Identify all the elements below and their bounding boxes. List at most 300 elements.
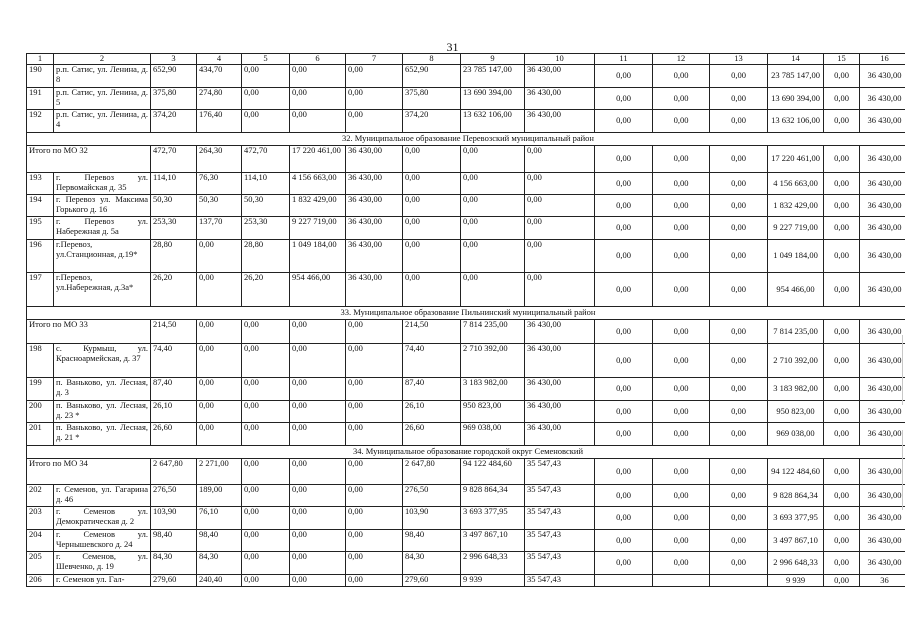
row-number: 201 xyxy=(27,423,54,446)
cell-col-9: 0,00 xyxy=(461,146,525,173)
cell-col-11: 0,00 xyxy=(595,401,653,423)
row-number: 196 xyxy=(27,240,54,273)
cell-col-15: 0,00 xyxy=(824,423,860,446)
scan-edge-mark xyxy=(902,430,903,510)
table-row xyxy=(27,423,905,446)
cell-col-5: 0,00 xyxy=(242,507,290,530)
cell-col-14: 7 814 235,00 xyxy=(768,320,824,344)
cell-col-6: 954 466,00 xyxy=(290,273,346,307)
cell-col-16: 36 430,00 xyxy=(860,195,905,217)
cell-col-16: 36 430,00 xyxy=(860,344,905,378)
cell-col-9: 9 828 864,34 xyxy=(461,485,525,507)
cell-col-3: 74,40 xyxy=(151,344,197,378)
cell-col-6: 0,00 xyxy=(290,378,346,401)
cell-col-6: 0,00 xyxy=(290,485,346,507)
cell-col-7: 0,00 xyxy=(346,530,403,552)
table-row xyxy=(27,240,905,273)
cell-col-13: 0,00 xyxy=(710,459,768,485)
cell-col-6: 0,00 xyxy=(290,575,346,587)
cell-col-4: 0,00 xyxy=(197,273,242,307)
column-number-11: 11 xyxy=(595,54,653,65)
cell-col-10: 0,00 xyxy=(525,146,595,173)
cell-col-4: 50,30 xyxy=(197,195,242,217)
cell-col-7: 36 430,00 xyxy=(346,173,403,195)
cell-col-9: 7 814 235,00 xyxy=(461,320,525,344)
cell-col-6: 0,00 xyxy=(290,459,346,485)
cell-col-16: 36 430,00 xyxy=(860,320,905,344)
cell-col-5: 0,00 xyxy=(242,575,290,587)
address-cell: г. Перевоз ул. Максима Горького д. 16 xyxy=(54,195,151,217)
cell-col-10: 36 430,00 xyxy=(525,344,595,378)
cell-col-8: 103,90 xyxy=(403,507,461,530)
cell-col-13: 0,00 xyxy=(710,217,768,240)
cell-col-11: 0,00 xyxy=(595,217,653,240)
cell-col-3: 374,20 xyxy=(151,110,197,133)
cell-col-8: 279,60 xyxy=(403,575,461,587)
cell-col-16: 36 430,00 xyxy=(860,240,905,273)
row-number: 199 xyxy=(27,378,54,401)
cell-col-16: 36 430,00 xyxy=(860,459,905,485)
cell-col-8: 652,90 xyxy=(403,65,461,88)
cell-col-9: 3 183 982,00 xyxy=(461,378,525,401)
cell-col-15: 0,00 xyxy=(824,240,860,273)
table-row xyxy=(27,507,905,530)
column-number-2: 2 xyxy=(54,54,151,65)
cell-col-9: 2 710 392,00 xyxy=(461,344,525,378)
cell-col-3: 276,50 xyxy=(151,485,197,507)
address-cell: г. Семенов, ул. Шевченко, д. 19 xyxy=(54,552,151,575)
cell-col-5: 28,80 xyxy=(242,240,290,273)
cell-col-3: 87,40 xyxy=(151,378,197,401)
cell-col-11: 0,00 xyxy=(595,273,653,307)
cell-col-3: 279,60 xyxy=(151,575,197,587)
cell-col-16: 36 430,00 xyxy=(860,423,905,446)
cell-col-10: 35 547,43 xyxy=(525,459,595,485)
column-number-8: 8 xyxy=(403,54,461,65)
cell-col-10: 0,00 xyxy=(525,173,595,195)
cell-col-14: 2 710 392,00 xyxy=(768,344,824,378)
cell-col-6: 0,00 xyxy=(290,88,346,110)
column-number-4: 4 xyxy=(197,54,242,65)
address-cell: р.п. Сатис, ул. Ленина, д. 8 xyxy=(54,65,151,88)
row-number: 192 xyxy=(27,110,54,133)
cell-col-3: 28,80 xyxy=(151,240,197,273)
page-number: 31 xyxy=(446,40,459,54)
address-cell: п. Ваньково, ул. Лесная, д. 3 xyxy=(54,378,151,401)
cell-col-10: 0,00 xyxy=(525,217,595,240)
cell-col-12 xyxy=(653,575,710,587)
table-row xyxy=(27,485,905,507)
cell-col-9: 9 939 xyxy=(461,575,525,587)
cell-col-10: 36 430,00 xyxy=(525,378,595,401)
column-number-7: 7 xyxy=(346,54,403,65)
cell-col-14: 3 183 982,00 xyxy=(768,378,824,401)
cell-col-11: 0,00 xyxy=(595,459,653,485)
cell-col-8: 0,00 xyxy=(403,173,461,195)
table-row xyxy=(27,65,905,88)
cell-col-13: 0,00 xyxy=(710,552,768,575)
cell-col-8: 84,30 xyxy=(403,552,461,575)
cell-col-14: 23 785 147,00 xyxy=(768,65,824,88)
row-number: 198 xyxy=(27,344,54,378)
cell-col-9: 3 693 377,95 xyxy=(461,507,525,530)
cell-col-6: 0,00 xyxy=(290,423,346,446)
table-row xyxy=(27,552,905,575)
cell-col-13: 0,00 xyxy=(710,195,768,217)
cell-col-9: 0,00 xyxy=(461,195,525,217)
cell-col-14: 94 122 484,60 xyxy=(768,459,824,485)
cell-col-13: 0,00 xyxy=(710,485,768,507)
cell-col-12: 0,00 xyxy=(653,88,710,110)
address-cell: п. Ваньково, ул. Лесная, д. 23 * xyxy=(54,401,151,423)
column-number-5: 5 xyxy=(242,54,290,65)
cell-col-6: 9 227 719,00 xyxy=(290,217,346,240)
cell-col-5: 0,00 xyxy=(242,65,290,88)
row-number: 200 xyxy=(27,401,54,423)
column-number-12: 12 xyxy=(653,54,710,65)
cell-col-3: 652,90 xyxy=(151,65,197,88)
cell-col-3: 26,10 xyxy=(151,401,197,423)
cell-col-13: 0,00 xyxy=(710,146,768,173)
cell-col-5: 50,30 xyxy=(242,195,290,217)
row-number: 205 xyxy=(27,552,54,575)
cell-col-4: 434,70 xyxy=(197,65,242,88)
cell-col-14: 1 832 429,00 xyxy=(768,195,824,217)
cell-col-13: 0,00 xyxy=(710,320,768,344)
scan-edge-mark xyxy=(902,335,903,405)
cell-col-8: 0,00 xyxy=(403,240,461,273)
cell-col-14: 4 156 663,00 xyxy=(768,173,824,195)
cell-col-15: 0,00 xyxy=(824,344,860,378)
row-number: 194 xyxy=(27,195,54,217)
cell-col-15: 0,00 xyxy=(824,552,860,575)
table-row xyxy=(27,110,905,133)
cell-col-6: 0,00 xyxy=(290,344,346,378)
cell-col-4: 76,30 xyxy=(197,173,242,195)
cell-col-3: 84,30 xyxy=(151,552,197,575)
cell-col-8: 0,00 xyxy=(403,195,461,217)
cell-col-8: 374,20 xyxy=(403,110,461,133)
subtotal-row xyxy=(27,320,905,344)
cell-col-12: 0,00 xyxy=(653,378,710,401)
cell-col-7: 0,00 xyxy=(346,378,403,401)
cell-col-7: 0,00 xyxy=(346,88,403,110)
cell-col-5: 0,00 xyxy=(242,423,290,446)
cell-col-8: 375,80 xyxy=(403,88,461,110)
cell-col-6: 0,00 xyxy=(290,507,346,530)
cell-col-9: 0,00 xyxy=(461,273,525,307)
cell-col-7: 36 430,00 xyxy=(346,273,403,307)
address-cell: г.Перевоз, ул.Станционная, д.19* xyxy=(54,240,151,273)
cell-col-7: 0,00 xyxy=(346,423,403,446)
cell-col-11: 0,00 xyxy=(595,378,653,401)
table-row xyxy=(27,217,905,240)
cell-col-10: 36 430,00 xyxy=(525,423,595,446)
cell-col-9: 13 632 106,00 xyxy=(461,110,525,133)
address-cell: р.п. Сатис, ул. Ленина, д. 4 xyxy=(54,110,151,133)
cell-col-10: 36 430,00 xyxy=(525,110,595,133)
cell-col-12: 0,00 xyxy=(653,401,710,423)
cell-col-4: 0,00 xyxy=(197,320,242,344)
cell-col-8: 74,40 xyxy=(403,344,461,378)
cell-col-4: 84,30 xyxy=(197,552,242,575)
cell-col-14: 3 693 377,95 xyxy=(768,507,824,530)
cell-col-9: 3 497 867,10 xyxy=(461,530,525,552)
cell-col-8: 0,00 xyxy=(403,273,461,307)
column-number-6: 6 xyxy=(290,54,346,65)
cell-col-14: 969 038,00 xyxy=(768,423,824,446)
cell-col-6: 0,00 xyxy=(290,110,346,133)
cell-col-10: 35 547,43 xyxy=(525,530,595,552)
cell-col-9: 0,00 xyxy=(461,217,525,240)
cell-col-15: 0,00 xyxy=(824,401,860,423)
cell-col-3: 214,50 xyxy=(151,320,197,344)
cell-col-5: 0,00 xyxy=(242,378,290,401)
cell-col-12: 0,00 xyxy=(653,552,710,575)
cell-col-16: 36 430,00 xyxy=(860,217,905,240)
table-row xyxy=(27,273,905,307)
subtotal-label: Итого по МО 33 xyxy=(27,320,151,344)
section-header-row xyxy=(27,446,905,459)
cell-col-13: 0,00 xyxy=(710,423,768,446)
cell-col-14: 1 049 184,00 xyxy=(768,240,824,273)
cell-col-16: 36 430,00 xyxy=(860,88,905,110)
column-number-15: 15 xyxy=(824,54,860,65)
cell-col-11 xyxy=(595,575,653,587)
cell-col-5: 0,00 xyxy=(242,88,290,110)
cell-col-13: 0,00 xyxy=(710,344,768,378)
cell-col-8: 2 647,80 xyxy=(403,459,461,485)
cell-col-9: 2 996 648,33 xyxy=(461,552,525,575)
cell-col-3: 114,10 xyxy=(151,173,197,195)
cell-col-8: 214,50 xyxy=(403,320,461,344)
cell-col-4: 2 271,00 xyxy=(197,459,242,485)
cell-col-3: 26,20 xyxy=(151,273,197,307)
cell-col-5: 0,00 xyxy=(242,401,290,423)
cell-col-15: 0,00 xyxy=(824,217,860,240)
column-number-13: 13 xyxy=(710,54,768,65)
cell-col-9: 23 785 147,00 xyxy=(461,65,525,88)
cell-col-8: 276,50 xyxy=(403,485,461,507)
cell-col-3: 50,30 xyxy=(151,195,197,217)
cell-col-13: 0,00 xyxy=(710,273,768,307)
column-number-3: 3 xyxy=(151,54,197,65)
cell-col-11: 0,00 xyxy=(595,195,653,217)
cell-col-6: 0,00 xyxy=(290,65,346,88)
cell-col-7: 0,00 xyxy=(346,552,403,575)
cell-col-6: 17 220 461,00 xyxy=(290,146,346,173)
address-cell: п. Ваньково, ул. Лесная, д. 21 * xyxy=(54,423,151,446)
cell-col-3: 253,30 xyxy=(151,217,197,240)
cell-col-15: 0,00 xyxy=(824,110,860,133)
address-cell: с. Курмыш, ул. Красноармейская, д. 37 xyxy=(54,344,151,378)
cell-col-7: 0,00 xyxy=(346,507,403,530)
cell-col-4: 98,40 xyxy=(197,530,242,552)
cell-col-12: 0,00 xyxy=(653,173,710,195)
cell-col-7: 36 430,00 xyxy=(346,217,403,240)
table-row xyxy=(27,530,905,552)
column-number-9: 9 xyxy=(461,54,525,65)
cell-col-14: 9 828 864,34 xyxy=(768,485,824,507)
cell-col-15: 0,00 xyxy=(824,575,860,587)
cell-col-5: 0,00 xyxy=(242,552,290,575)
cell-col-10: 36 430,00 xyxy=(525,401,595,423)
section-header-row xyxy=(27,307,905,320)
cell-col-7: 0,00 xyxy=(346,401,403,423)
cell-col-7: 0,00 xyxy=(346,575,403,587)
table-row xyxy=(27,88,905,110)
cell-col-8: 0,00 xyxy=(403,146,461,173)
cell-col-13: 0,00 xyxy=(710,88,768,110)
row-number: 202 xyxy=(27,485,54,507)
cell-col-16: 36 430,00 xyxy=(860,110,905,133)
cell-col-9: 13 690 394,00 xyxy=(461,88,525,110)
address-cell: г. Семенов ул. Демократическая д. 2 xyxy=(54,507,151,530)
row-number: 197 xyxy=(27,273,54,307)
row-number: 203 xyxy=(27,507,54,530)
cell-col-11: 0,00 xyxy=(595,110,653,133)
cell-col-9: 0,00 xyxy=(461,173,525,195)
cell-col-4: 274,80 xyxy=(197,88,242,110)
cell-col-11: 0,00 xyxy=(595,507,653,530)
cell-col-16: 36 430,00 xyxy=(860,530,905,552)
cell-col-11: 0,00 xyxy=(595,485,653,507)
cell-col-10: 36 430,00 xyxy=(525,320,595,344)
cell-col-12: 0,00 xyxy=(653,485,710,507)
cell-col-15: 0,00 xyxy=(824,459,860,485)
row-number: 204 xyxy=(27,530,54,552)
table-row xyxy=(27,401,905,423)
cell-col-13: 0,00 xyxy=(710,110,768,133)
column-number-1: 1 xyxy=(27,54,54,65)
cell-col-9: 950 823,00 xyxy=(461,401,525,423)
cell-col-15: 0,00 xyxy=(824,320,860,344)
column-number-14: 14 xyxy=(768,54,824,65)
cell-col-12: 0,00 xyxy=(653,320,710,344)
cell-col-5: 0,00 xyxy=(242,530,290,552)
cell-col-4: 0,00 xyxy=(197,240,242,273)
cell-col-10: 0,00 xyxy=(525,273,595,307)
cell-col-16: 36 430,00 xyxy=(860,273,905,307)
cell-col-14: 954 466,00 xyxy=(768,273,824,307)
cell-col-11: 0,00 xyxy=(595,88,653,110)
cell-col-15: 0,00 xyxy=(824,65,860,88)
cell-col-11: 0,00 xyxy=(595,552,653,575)
cell-col-10: 0,00 xyxy=(525,195,595,217)
cell-col-6: 0,00 xyxy=(290,320,346,344)
cell-col-4: 189,00 xyxy=(197,485,242,507)
cell-col-9: 969 038,00 xyxy=(461,423,525,446)
cell-col-4: 0,00 xyxy=(197,423,242,446)
cell-col-8: 26,60 xyxy=(403,423,461,446)
cell-col-13: 0,00 xyxy=(710,401,768,423)
cell-col-12: 0,00 xyxy=(653,507,710,530)
subtotal-label: Итого по МО 32 xyxy=(27,146,151,173)
cell-col-12: 0,00 xyxy=(653,240,710,273)
cell-col-10: 35 547,43 xyxy=(525,507,595,530)
cell-col-16: 36 430,00 xyxy=(860,173,905,195)
row-number: 191 xyxy=(27,88,54,110)
address-cell: г. Перевоз ул. Набережная д. 5а xyxy=(54,217,151,240)
cell-col-14: 9 227 719,00 xyxy=(768,217,824,240)
table-row xyxy=(27,195,905,217)
address-cell: р.п. Сатис, ул. Ленина, д. 5 xyxy=(54,88,151,110)
cell-col-7: 0,00 xyxy=(346,485,403,507)
cell-col-12: 0,00 xyxy=(653,195,710,217)
cell-col-7: 36 430,00 xyxy=(346,146,403,173)
cell-col-10: 35 547,43 xyxy=(525,552,595,575)
cell-col-16: 36 430,00 xyxy=(860,507,905,530)
cell-col-11: 0,00 xyxy=(595,423,653,446)
table-row xyxy=(27,173,905,195)
cell-col-4: 0,00 xyxy=(197,378,242,401)
address-cell: г. Семенов ул. Гал- xyxy=(54,575,151,587)
cell-col-15: 0,00 xyxy=(824,88,860,110)
cell-col-4: 264,30 xyxy=(197,146,242,173)
address-cell: г.Перевоз, ул.Набережная, д.3а* xyxy=(54,273,151,307)
cell-col-8: 87,40 xyxy=(403,378,461,401)
cell-col-5: 472,70 xyxy=(242,146,290,173)
cell-col-6: 4 156 663,00 xyxy=(290,173,346,195)
cell-col-7: 36 430,00 xyxy=(346,240,403,273)
cell-col-4: 76,10 xyxy=(197,507,242,530)
housing-register-table xyxy=(26,53,905,587)
table-row xyxy=(27,575,905,587)
cell-col-9: 94 122 484,60 xyxy=(461,459,525,485)
cell-col-10: 36 430,00 xyxy=(525,88,595,110)
cell-col-12: 0,00 xyxy=(653,146,710,173)
cell-col-12: 0,00 xyxy=(653,530,710,552)
cell-col-11: 0,00 xyxy=(595,344,653,378)
cell-col-7: 36 430,00 xyxy=(346,195,403,217)
table-row xyxy=(27,378,905,401)
subtotal-label: Итого по МО 34 xyxy=(27,459,151,485)
cell-col-3: 26,60 xyxy=(151,423,197,446)
column-number-10: 10 xyxy=(525,54,595,65)
cell-col-16: 36 430,00 xyxy=(860,146,905,173)
section-title: 34. Муниципальное образование городской округ Семеновский xyxy=(27,446,905,459)
cell-col-6: 0,00 xyxy=(290,530,346,552)
cell-col-16: 36 xyxy=(860,575,905,587)
cell-col-13: 0,00 xyxy=(710,507,768,530)
column-number-header xyxy=(27,54,905,65)
cell-col-14: 3 497 867,10 xyxy=(768,530,824,552)
cell-col-12: 0,00 xyxy=(653,344,710,378)
cell-col-16: 36 430,00 xyxy=(860,552,905,575)
address-cell: г. Семенов, ул. Гагарина д. 46 xyxy=(54,485,151,507)
cell-col-13: 0,00 xyxy=(710,65,768,88)
cell-col-4: 176,40 xyxy=(197,110,242,133)
cell-col-14: 17 220 461,00 xyxy=(768,146,824,173)
cell-col-3: 375,80 xyxy=(151,88,197,110)
section-header-row xyxy=(27,133,905,146)
cell-col-5: 0,00 xyxy=(242,344,290,378)
cell-col-8: 26,10 xyxy=(403,401,461,423)
cell-col-13: 0,00 xyxy=(710,530,768,552)
cell-col-5: 114,10 xyxy=(242,173,290,195)
cell-col-11: 0,00 xyxy=(595,240,653,273)
address-cell: г. Семенов ул. Чернышевского д. 24 xyxy=(54,530,151,552)
cell-col-6: 1 832 429,00 xyxy=(290,195,346,217)
cell-col-3: 98,40 xyxy=(151,530,197,552)
cell-col-5: 0,00 xyxy=(242,110,290,133)
cell-col-14: 950 823,00 xyxy=(768,401,824,423)
cell-col-6: 1 049 184,00 xyxy=(290,240,346,273)
cell-col-10: 0,00 xyxy=(525,240,595,273)
cell-col-10: 35 547,43 xyxy=(525,575,595,587)
cell-col-12: 0,00 xyxy=(653,110,710,133)
cell-col-15: 0,00 xyxy=(824,273,860,307)
